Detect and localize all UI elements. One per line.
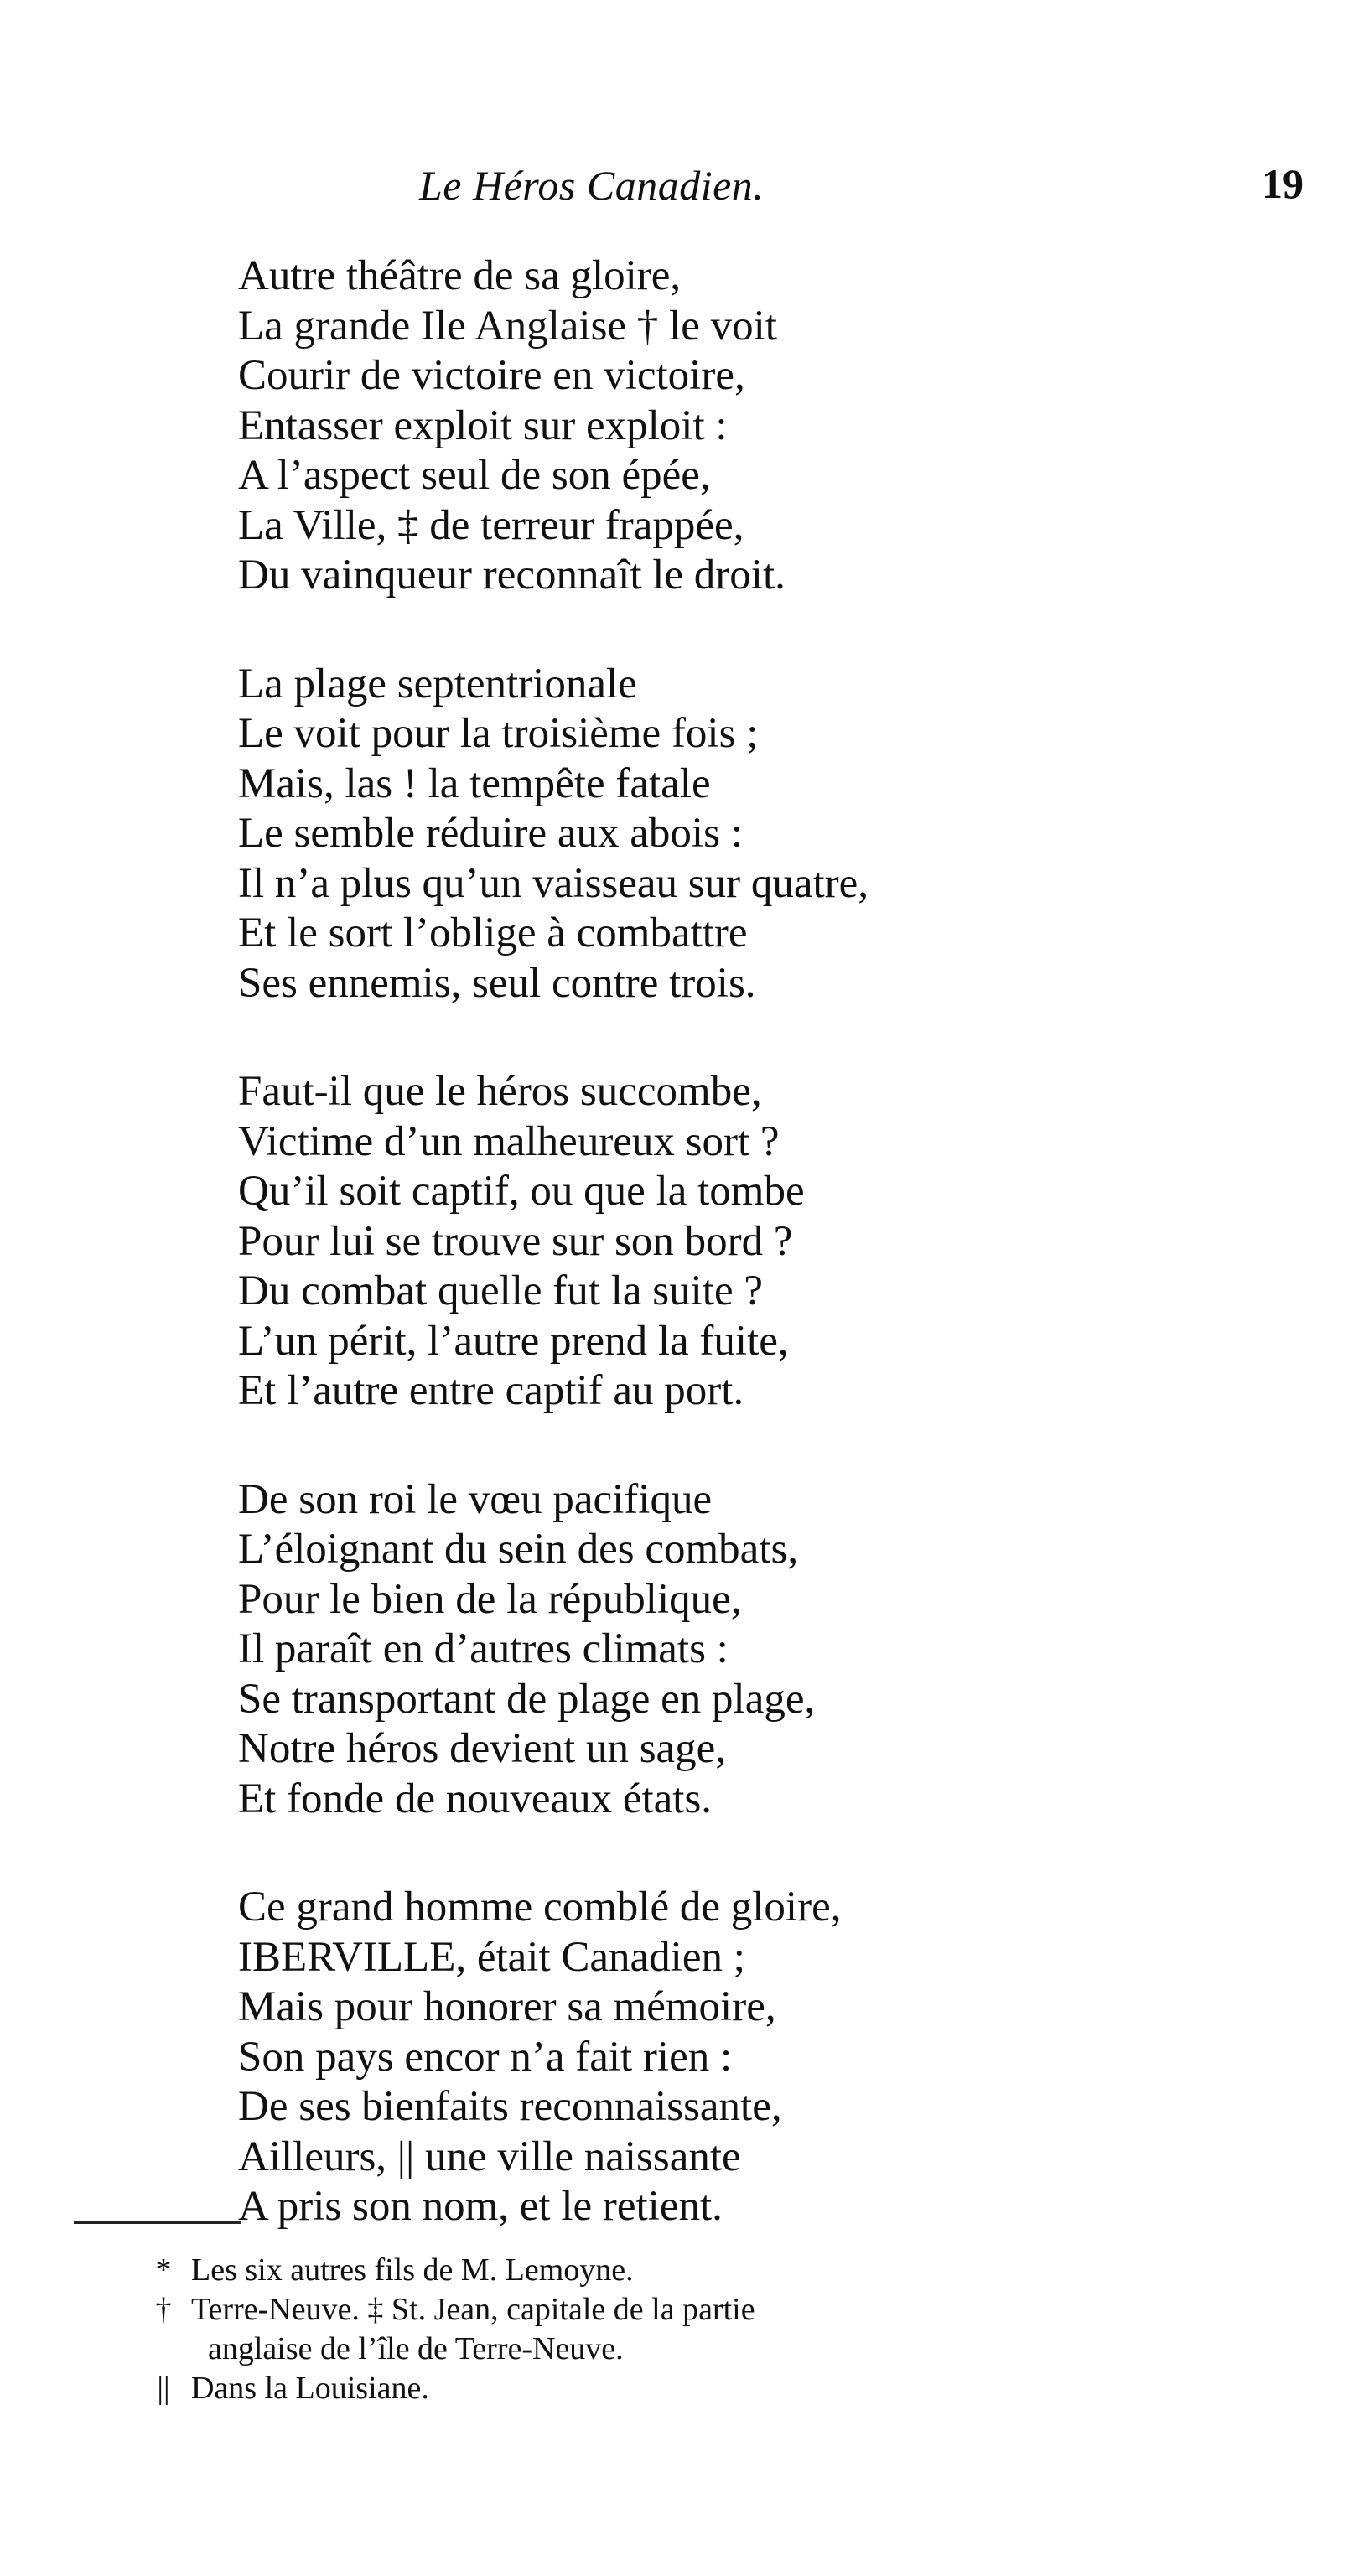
running-head (0, 161, 1369, 220)
running-title: Le Héros Canadien. (419, 162, 765, 209)
page-number: 19 (1262, 160, 1304, 207)
poem (238, 251, 1286, 2291)
verse-line: Mais, las ! la tempête fatale (238, 759, 711, 807)
verse-line: Et l’autre entre captif au port. (238, 1367, 744, 1414)
verse-line: Du vainqueur reconnaît le droit. (238, 552, 786, 599)
verse-line: La Ville, ‡ de terreur frappée, (238, 501, 744, 549)
verse-line: L’un périt, l’autre prend la fuite, (238, 1317, 789, 1365)
verse-line: Et fonde de nouveaux états. (238, 1775, 713, 1822)
footnote-continuation: anglaise de l’île de Terre-Neuve. (208, 2331, 624, 2366)
verse-line: Et le sort l’oblige à combattre (238, 910, 748, 956)
footnote-text: Terre-Neuve. ‡ St. Jean, capitale de la partie (191, 2292, 755, 2327)
verse-line: Son pays encor n’a fait rien : (238, 2033, 733, 2081)
verse-line: L’éloignant du sein des combats, (238, 1526, 799, 1573)
verse-line: Qu’il soit captif, ou que la tombe (238, 1168, 805, 1215)
verse-line: Le voit pour la troisième fois ; (238, 710, 759, 757)
footnote-text: Dans la Louisiane. (191, 2371, 429, 2406)
verse-line: Victime d’un malheureux sort ? (238, 1117, 780, 1165)
verse-line: Pour lui se trouve sur son bord ? (238, 1217, 793, 1265)
verse-line: Autre théâtre de sa gloire, (238, 252, 682, 299)
verse-line: La plage septentrionale (238, 660, 637, 707)
footnotes (143, 2251, 1258, 2408)
stanza-2 (238, 660, 1286, 1009)
footnote-mark: † (155, 2292, 172, 2327)
footnote-divider (74, 2221, 241, 2224)
verse-line: Se transportant de plage en plage, (238, 1675, 816, 1723)
verse-line: IBERVILLE, était Canadien ; (238, 1933, 745, 1981)
verse-line: Entasser exploit sur exploit : (238, 402, 728, 449)
verse-line: Ce grand homme comblé de gloire, (238, 1884, 842, 1931)
footnote-text: Les six autres fils de M. Lemoyne. (191, 2252, 634, 2288)
footnote-mark: || (157, 2371, 170, 2406)
verse-line: Pour le bien de la république, (238, 1575, 742, 1623)
verse-line: Notre héros devient un sage, (238, 1725, 727, 1772)
verse-line: De son roi le vœu pacifique (238, 1475, 713, 1523)
footnote (143, 2251, 1258, 2290)
verse-line: Le semble réduire aux abois : (238, 810, 743, 857)
verse-line: Il paraît en d’autres climats : (238, 1625, 729, 1672)
verse-line: Mais pour honorer sa mémoire, (238, 1983, 776, 2030)
stanza-1 (238, 251, 1286, 601)
verse-line: La grande Ile Anglaise † le voit (238, 302, 777, 350)
verse-line: Du combat quelle fut la suite ? (238, 1267, 763, 1314)
verse-line: Il n’a plus qu’un vaisseau sur quatre, (238, 859, 869, 907)
stanza-4 (238, 1475, 1286, 1825)
verse-line: De ses bienfaits reconnaissante, (238, 2083, 782, 2130)
verse-line: A l’aspect seul de son épée, (238, 452, 711, 499)
verse-line: A pris son nom, et le retient. (238, 2183, 723, 2230)
footnote (143, 2369, 1258, 2408)
footnote-mark: * (155, 2252, 172, 2288)
stanza-3 (238, 1067, 1286, 1417)
stanza-5 (238, 1883, 1286, 2232)
verse-line: Ailleurs, || une ville naissante (238, 2133, 741, 2180)
verse-line: Faut-il que le héros succombe, (238, 1068, 762, 1115)
footnote (143, 2290, 1258, 2369)
verse-line: Courir de victoire en victoire, (238, 352, 745, 399)
verse-line: Ses ennemis, seul contre trois. (238, 959, 756, 1007)
